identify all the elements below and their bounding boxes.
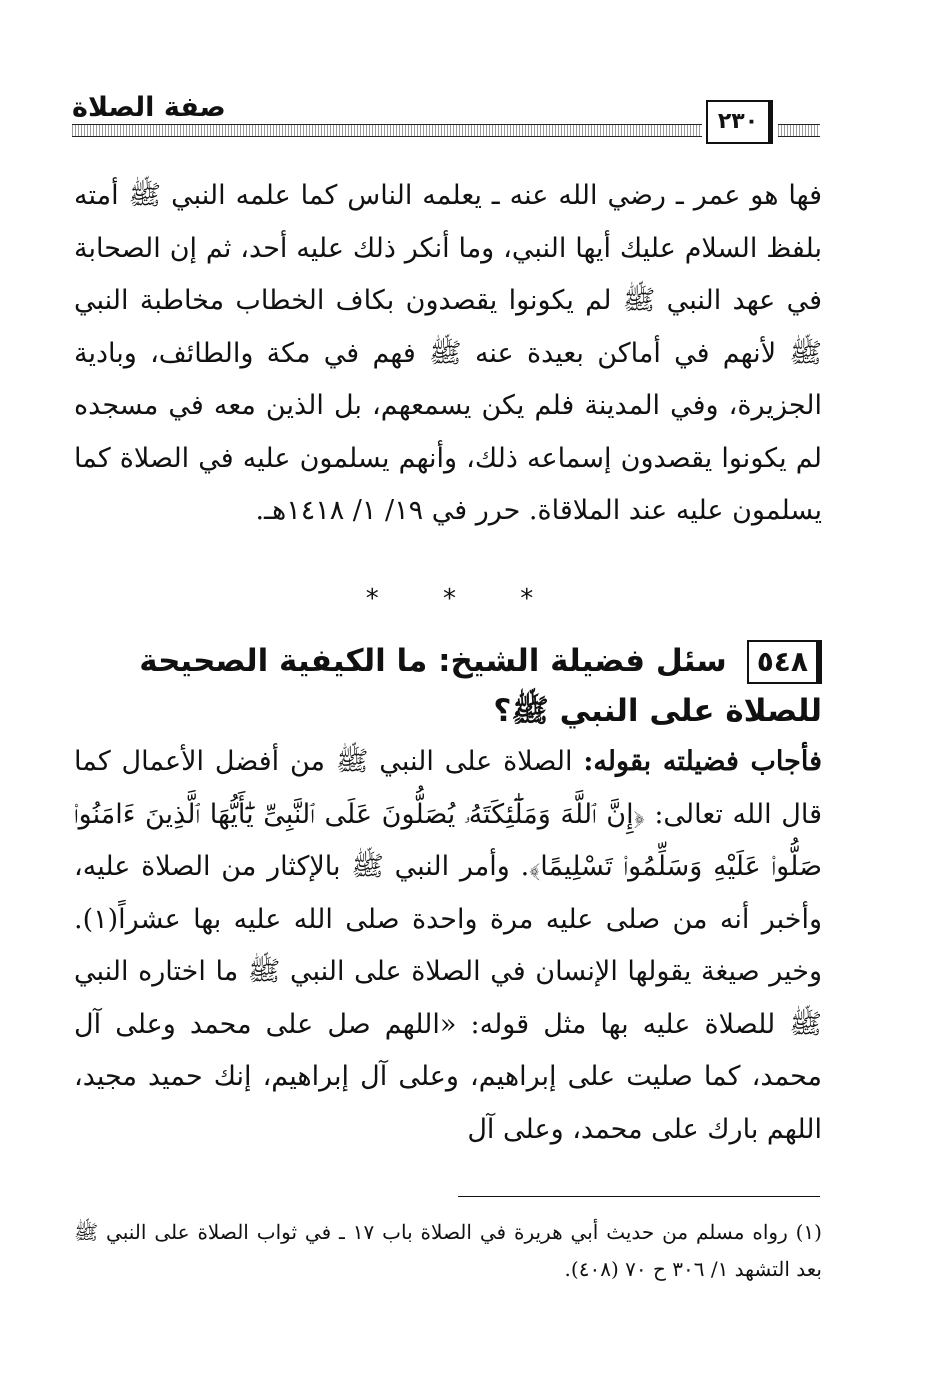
answer-text: الصلاة على النبي ﷺ من أفضل الأعمال كما قال الله تعالى: ﴿إِنَّ ٱللَّهَ وَمَلَٰٓئِكَتَهُۥ يُصَلُّونَ عَلَى ٱلنَّبِىِّ يَٰٓأَيُّهَا ٱلَّذِينَ ءَامَنُوا۟ صَلُّوا۟ عَلَيْهِ وَسَلِّمُوا۟ تَسْلِيمًا﴾. وأمر النبي ﷺ بالإكثار من الصلاة عليه، وأخبر أنه من صلى عليه مرة واحدة صلى الله عليه بها عشراً(١). وخير صيغة يقولها الإنسان في الصلاة على النبي ﷺ ما اختاره النبي ﷺ للصلاة عليه بها مثل قوله: «اللهم صل على محمد وعلى آل محمد، كما صليت على إبراهيم، وعلى آل إبراهيم، إنك حميد مجيد، اللهم بارك على محمد، وعلى آل (74, 746, 822, 1145)
footnote-rule (458, 1196, 820, 1197)
answer-lead: فأجاب فضيلته بقوله: (583, 746, 822, 777)
header-rule (72, 124, 702, 137)
page-number: ٢٣٠ (706, 100, 773, 144)
paragraph-text: فها هو عمر ـ رضي الله عنه ـ يعلمه الناس كما علمه النبي ﷺ أمته بلفظ السلام عليك أيها النبي، وما أنكر ذلك عليه أحد، ثم إن الصحابة في عهد النبي ﷺ لم يكونوا يقصدون بكاف الخطاب مخاطبة النبي ﷺ لأنهم في أماكن بعيدة عنه ﷺ فهم في مكة والطائف، وبادية الجزيرة، وفي المدينة فلم يكن يسمعهم، بل الذين معه في مسجده لم يكونوا يقصدون إسماعه ذلك، وأنهم يسلمون عليه في الصلاة كما يسلمون عليه عند الملاقاة. حرر في ١٩/ ١/ ١٤١٨هـ. (74, 180, 822, 526)
running-header-title: صفة الصلاة (72, 92, 226, 123)
question-text: سئل فضيلة الشيخ: ما الكيفية الصحيحة للصلاة على النبي ﷺ؟ (139, 643, 822, 729)
paragraph-continuation (74, 170, 822, 538)
footnote-text: (١) رواه مسلم من حديث أبي هريرة في الصلاة باب ١٧ ـ في ثواب الصلاة على النبي ﷺ بعد التشهد ١/ ٣٠٦ ح ٧٠ (٤٠٨). (74, 1220, 822, 1281)
section-separator: * * * (365, 584, 562, 614)
question-heading (74, 636, 822, 736)
question-number: ٥٤٨ (747, 640, 822, 684)
answer-paragraph (74, 736, 822, 1156)
header-rule-right (778, 124, 820, 137)
footnote (74, 1214, 822, 1288)
